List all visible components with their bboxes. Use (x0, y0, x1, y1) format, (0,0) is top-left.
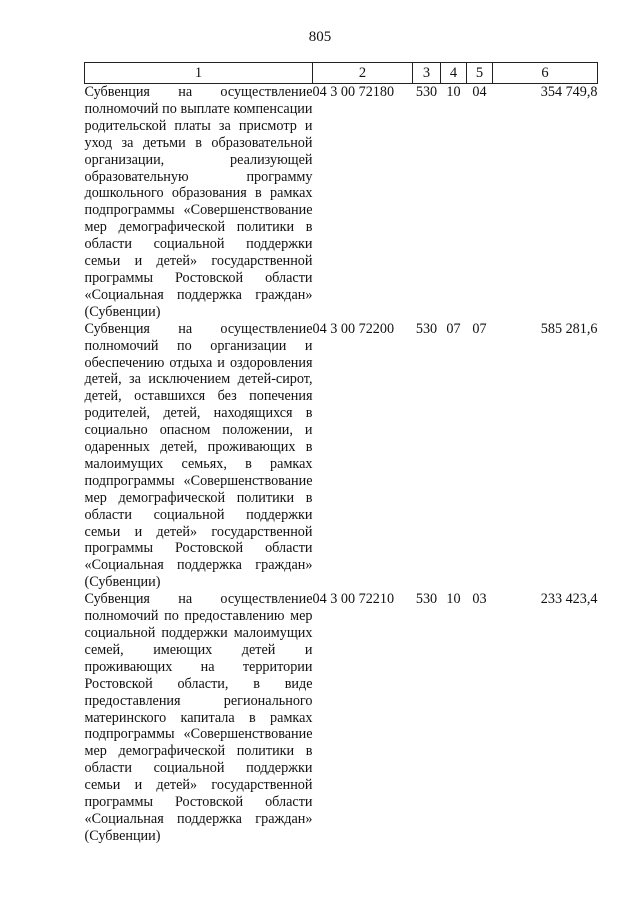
row-section: 07 (446, 320, 461, 337)
budget-table (84, 62, 598, 845)
table-row (85, 591, 598, 845)
table-body (85, 84, 598, 845)
table-header (85, 63, 598, 84)
row-target-code: 04 3 00 72200 (312, 320, 395, 337)
row-expense-type: 530 (415, 84, 438, 100)
header-col-3: 3 (413, 63, 441, 84)
row-expense-type: 530 (415, 320, 438, 337)
page-number: 805 (308, 29, 332, 45)
row-description: Субвенция на осуществление полномочий по выплате компенсации родительской платы за присмотр и уход за детьми в образовательной организации, реализующей образовательную программу дошкольного образования в рамках подпрограммы «Совершенствование мер демографической политики в области социальной поддержки семьи и детей» государственной программы Ростовской области «Социальная поддержка граждан» (Субвенции) (84, 84, 313, 320)
row-description: Субвенция на осуществление полномочий по предоставлению мер социальной поддержки малоимущих семей, имеющих детей и проживающих на территории Ростовской области, в виде предоставления регионального материнского капитала в рамках подпрограммы «Совершенствование мер демографической политики в области социальной поддержки семьи и детей» государственной программы Ростовской области «Социальная поддержка граждан» (Субвенции) (84, 591, 313, 844)
row-amount: 233 423,4 (540, 591, 598, 608)
table-row (85, 84, 598, 321)
header-col-4: 4 (441, 63, 467, 84)
row-amount: 585 281,6 (540, 320, 598, 337)
row-description: Субвенция на осуществление полномочий по организации и обеспечению отдыха и оздоровления детей, за исключением детей-сирот, детей, оставшихся без попечения родителей, детей, находящихся в социально опасном положении, и одаренных детей, проживающих в малоимущих семьях, в рамках подпрограммы «Совершенствование мер демографической политики в области социальной поддержки семьи и детей» государственной программы Ростовской области «Социальная поддержка граждан» (Субвенции) (84, 320, 313, 591)
row-section: 10 (446, 591, 461, 608)
row-subsection: 03 (472, 591, 487, 608)
row-amount: 354 749,8 (540, 84, 598, 100)
header-col-2: 2 (313, 63, 413, 84)
row-target-code: 04 3 00 72210 (312, 591, 395, 608)
header-row (85, 63, 598, 84)
header-col-6: 6 (493, 63, 598, 84)
row-subsection: 07 (472, 320, 487, 337)
header-col-5: 5 (467, 63, 493, 84)
row-subsection: 04 (472, 84, 487, 100)
row-expense-type: 530 (415, 591, 438, 608)
row-target-code: 04 3 00 72180 (312, 84, 395, 100)
table-row (85, 321, 598, 592)
header-col-1: 1 (85, 63, 313, 84)
row-section: 10 (446, 84, 461, 100)
